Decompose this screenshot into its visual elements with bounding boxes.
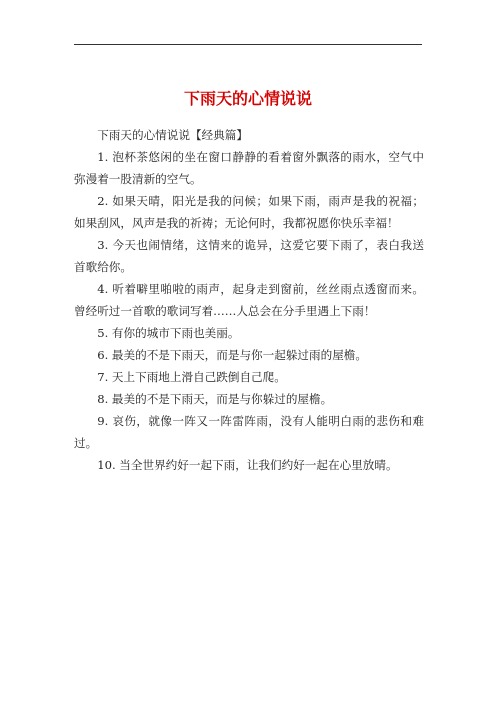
paragraph-6: 6. 最美的不是下雨天，而是与你一起躲过雨的屋檐。 [97, 348, 367, 362]
paragraph-2: 2. 如果天晴，阳光是我的问候；如果下雨，雨声是我的祝福；如果刮风，风声是我的祈祷；无论何时，我都祝愿你快乐幸福！ [74, 194, 424, 230]
paragraph-8: 8. 最美的不是下雨天，而是与你躲过的屋檐。 [97, 392, 333, 406]
paragraph-7: 7. 天上下雨地上滑自己跌倒自己爬。 [97, 370, 286, 384]
paragraph-3: 3. 今天也闹情绪，这情来的诡异，这爱它要下雨了，表白我送首歌给你。 [74, 238, 424, 274]
section-subtitle: 下雨天的心情说说【经典篇】 [97, 128, 248, 142]
paragraph-10: 10. 当全世界约好一起下雨，让我们约好一起在心里放晴。 [97, 458, 398, 472]
paragraph-4: 4. 听着噼里啪啦的雨声，起身走到窗前，丝丝雨点透窗而来。曾经听过一首歌的歌词写着……人总会在分手里遇上下雨！ [74, 282, 424, 318]
paragraph-5: 5. 有你的城市下雨也美丽。 [97, 326, 240, 340]
paragraph-9: 9. 哀伤，就像一阵又一阵雷阵雨，没有人能明白雨的悲伤和难过。 [74, 414, 424, 450]
header-rule [74, 44, 422, 45]
document-title: 下雨天的心情说说 [183, 89, 312, 108]
document-body [74, 124, 424, 476]
paragraph-1: 1. 泡杯茶悠闲的坐在窗口静静的看着窗外飘落的雨水，空气中弥漫着一股清新的空气。 [74, 150, 424, 186]
